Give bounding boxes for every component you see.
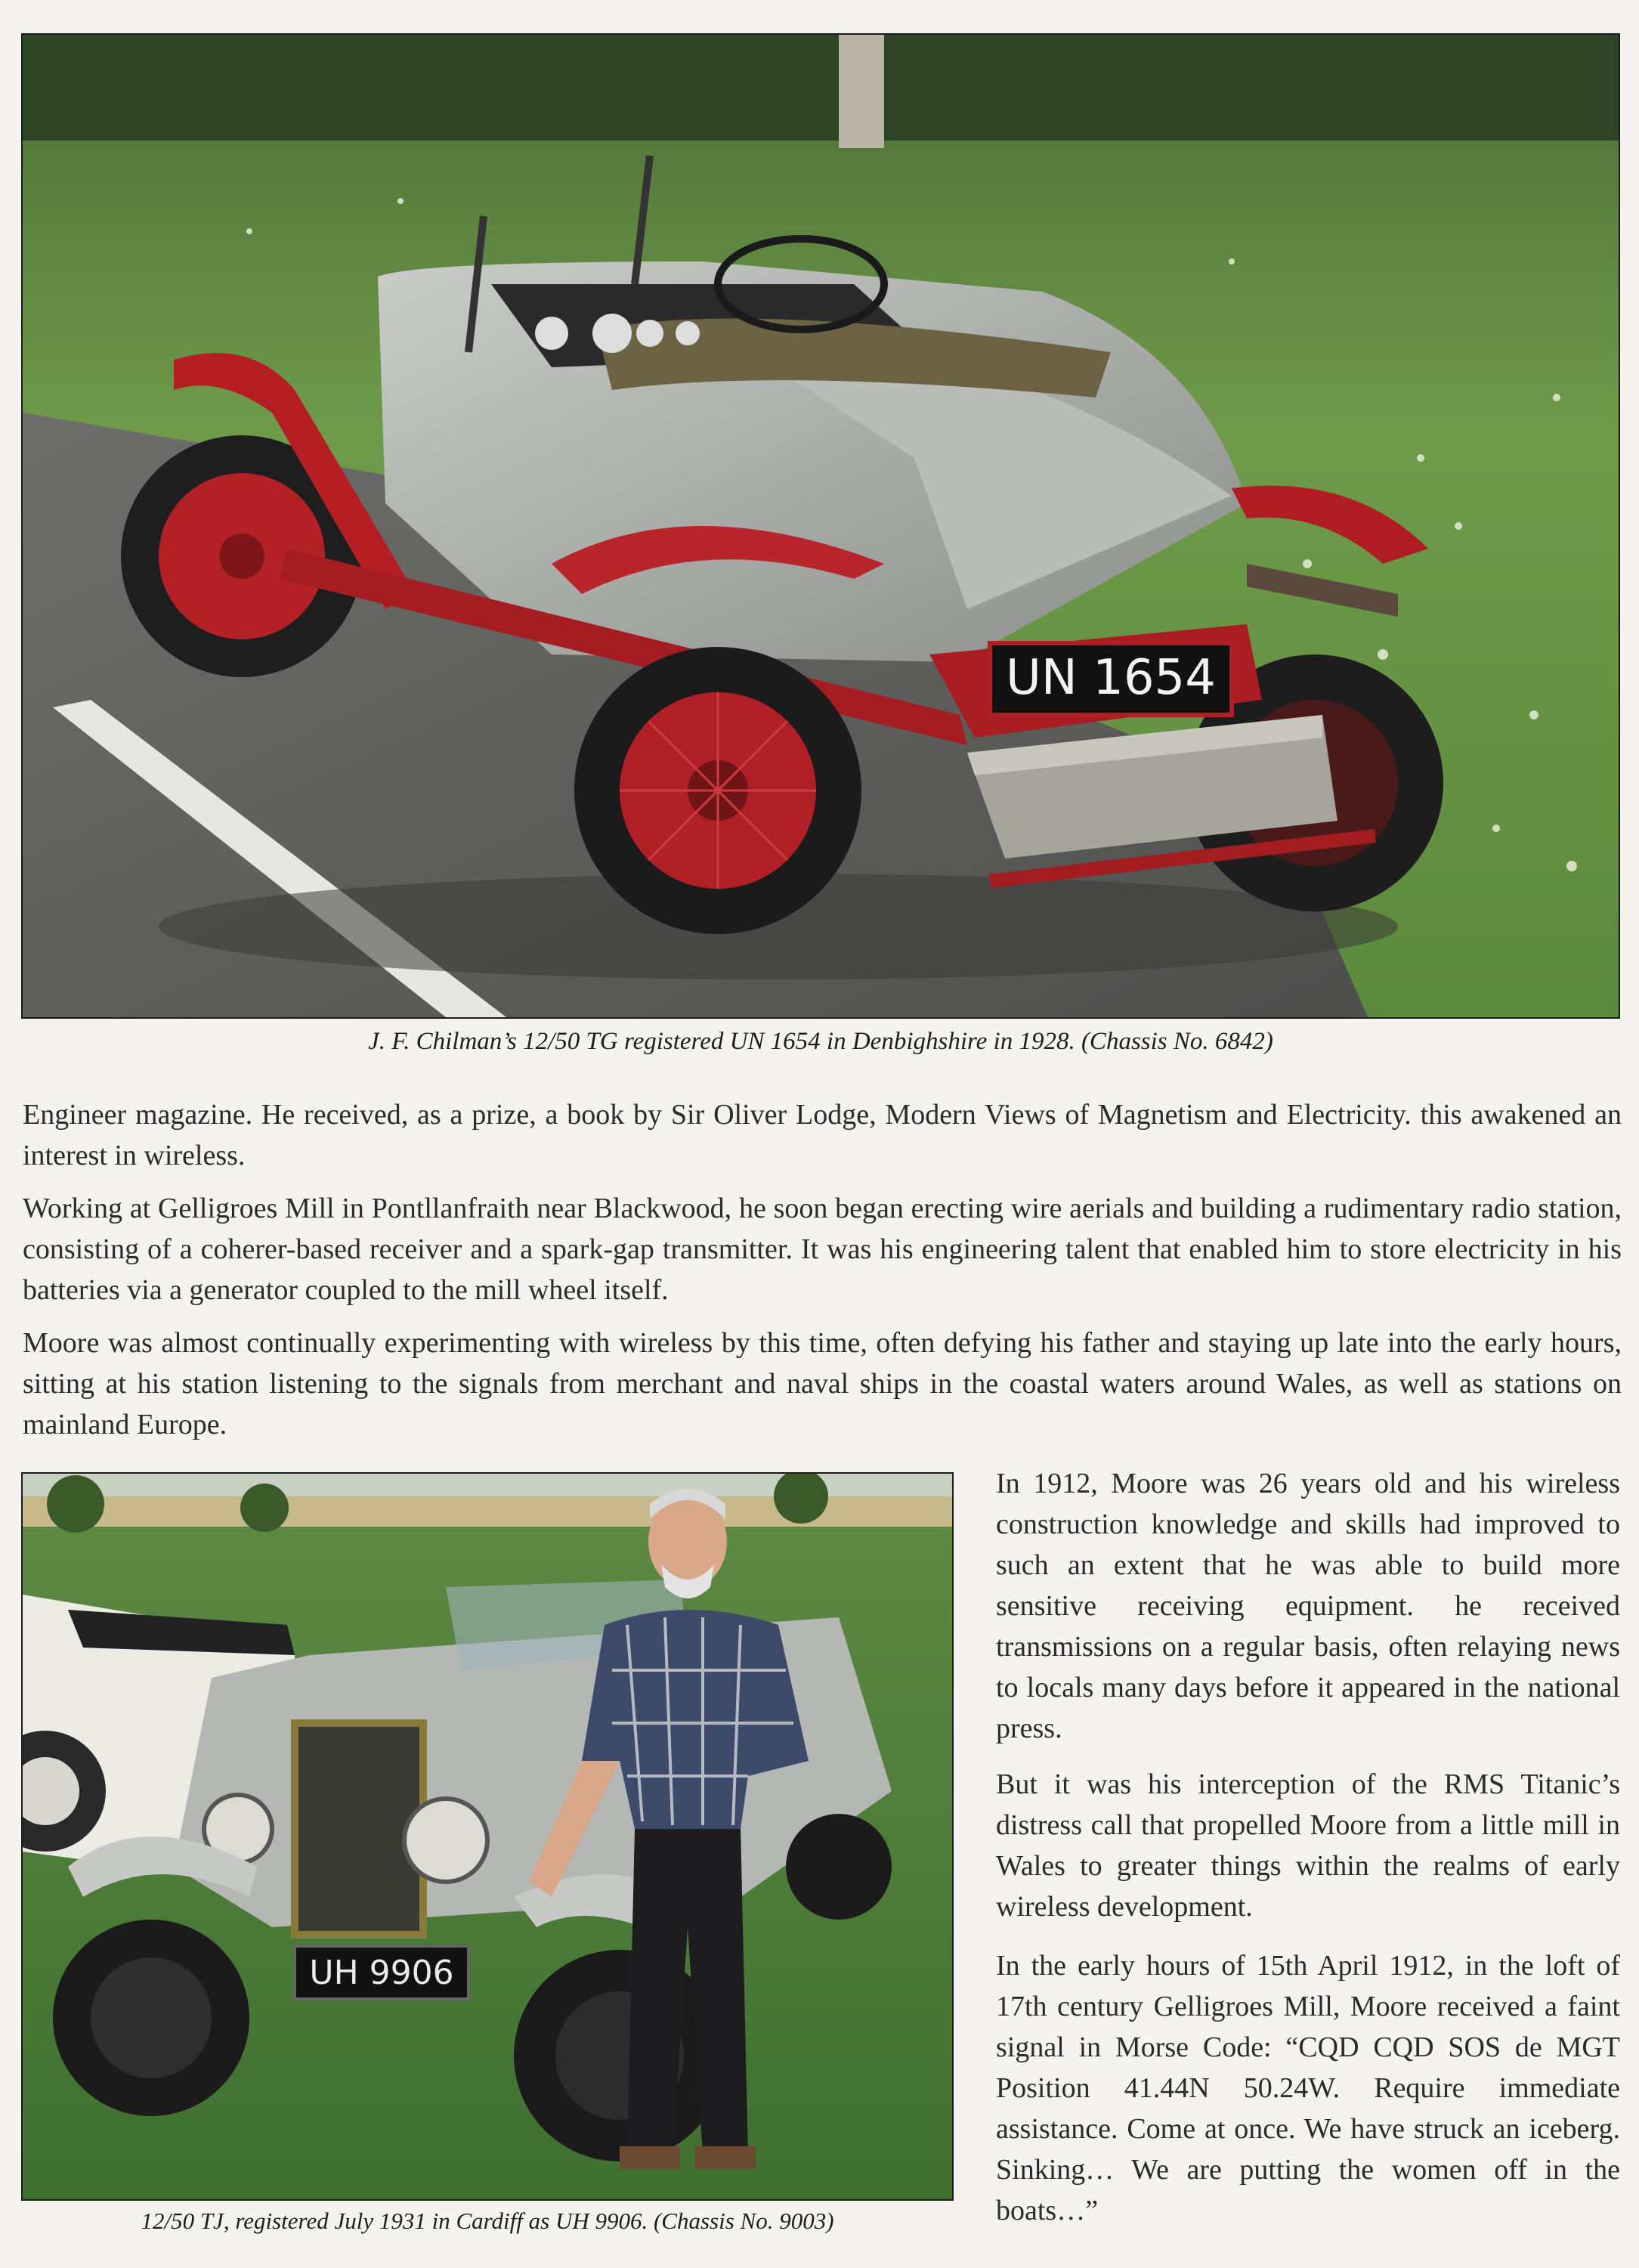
car-illustration-top xyxy=(23,35,1619,1017)
vintage-car-photo-top xyxy=(21,33,1620,1019)
paragraph: Working at Gelligroes Mill in Pontllanfraith near Blackwood, he soon began erecting wire aerials and building a rudimentary radio station, consisting of a coherer-based receiver and a spark-gap transmitter. It was his engineering talent that enabled him to store electricity in his batteries via a generator coupled to the mill wheel itself. xyxy=(23,1193,1622,1306)
photo-caption-top: J. F. Chilman’s 12/50 TG registered UN 1654 in Denbighshire in 1928. (Chassis No. 6842) xyxy=(368,1028,1273,1055)
number-plate-text-top: UN 1654 xyxy=(1006,650,1216,706)
car-and-man-illustration xyxy=(23,1474,952,2199)
photo-caption-bottom: 12/50 TJ, registered July 1931 in Cardiff as UH 9906. (Chassis No. 9003) xyxy=(141,2208,834,2234)
paragraph: But it was his interception of the RMS Titanic’s distress call that propelled Moore from a little mill in Wales to greater things within the realms of early wireless development. xyxy=(996,1768,1620,1923)
paragraph: In the early hours of 15th April 1912, in the loft of 17th century Gelligroes Mill, Moore received a faint signal in Morse Code: “CQD CQD SOS de MGT Position 41.44N 50.24W. Require immediate assistance. Come at once. We have struck an iceberg. Sinking… We are putting the women off in the boats…” xyxy=(996,1950,1620,2226)
number-plate-text-bottom: UH 9906 xyxy=(309,1954,454,1992)
paragraph: Engineer magazine. He received, as a prize, a book by Sir Oliver Lodge, Modern Views of Magnetism and Electricity. this awakened an interest in wireless. xyxy=(23,1099,1622,1171)
paragraph: Moore was almost continually experimenting with wireless by this time, often defying his father and staying up late into the early hours, sitting at his station listening to the signals from merchant and naval ships in the coastal waters around Wales, as well as stations on mainland Europe. xyxy=(23,1327,1622,1440)
vintage-car-photo-bottom xyxy=(21,1472,954,2201)
paragraph: In 1912, Moore was 26 years old and his wireless construction knowledge and skills had improved to such an extent that he was able to build more sensitive receiving equipment. he received transmissions on a regular basis, often relaying news to locals many days before it appeared in the national press. xyxy=(996,1468,1620,1744)
